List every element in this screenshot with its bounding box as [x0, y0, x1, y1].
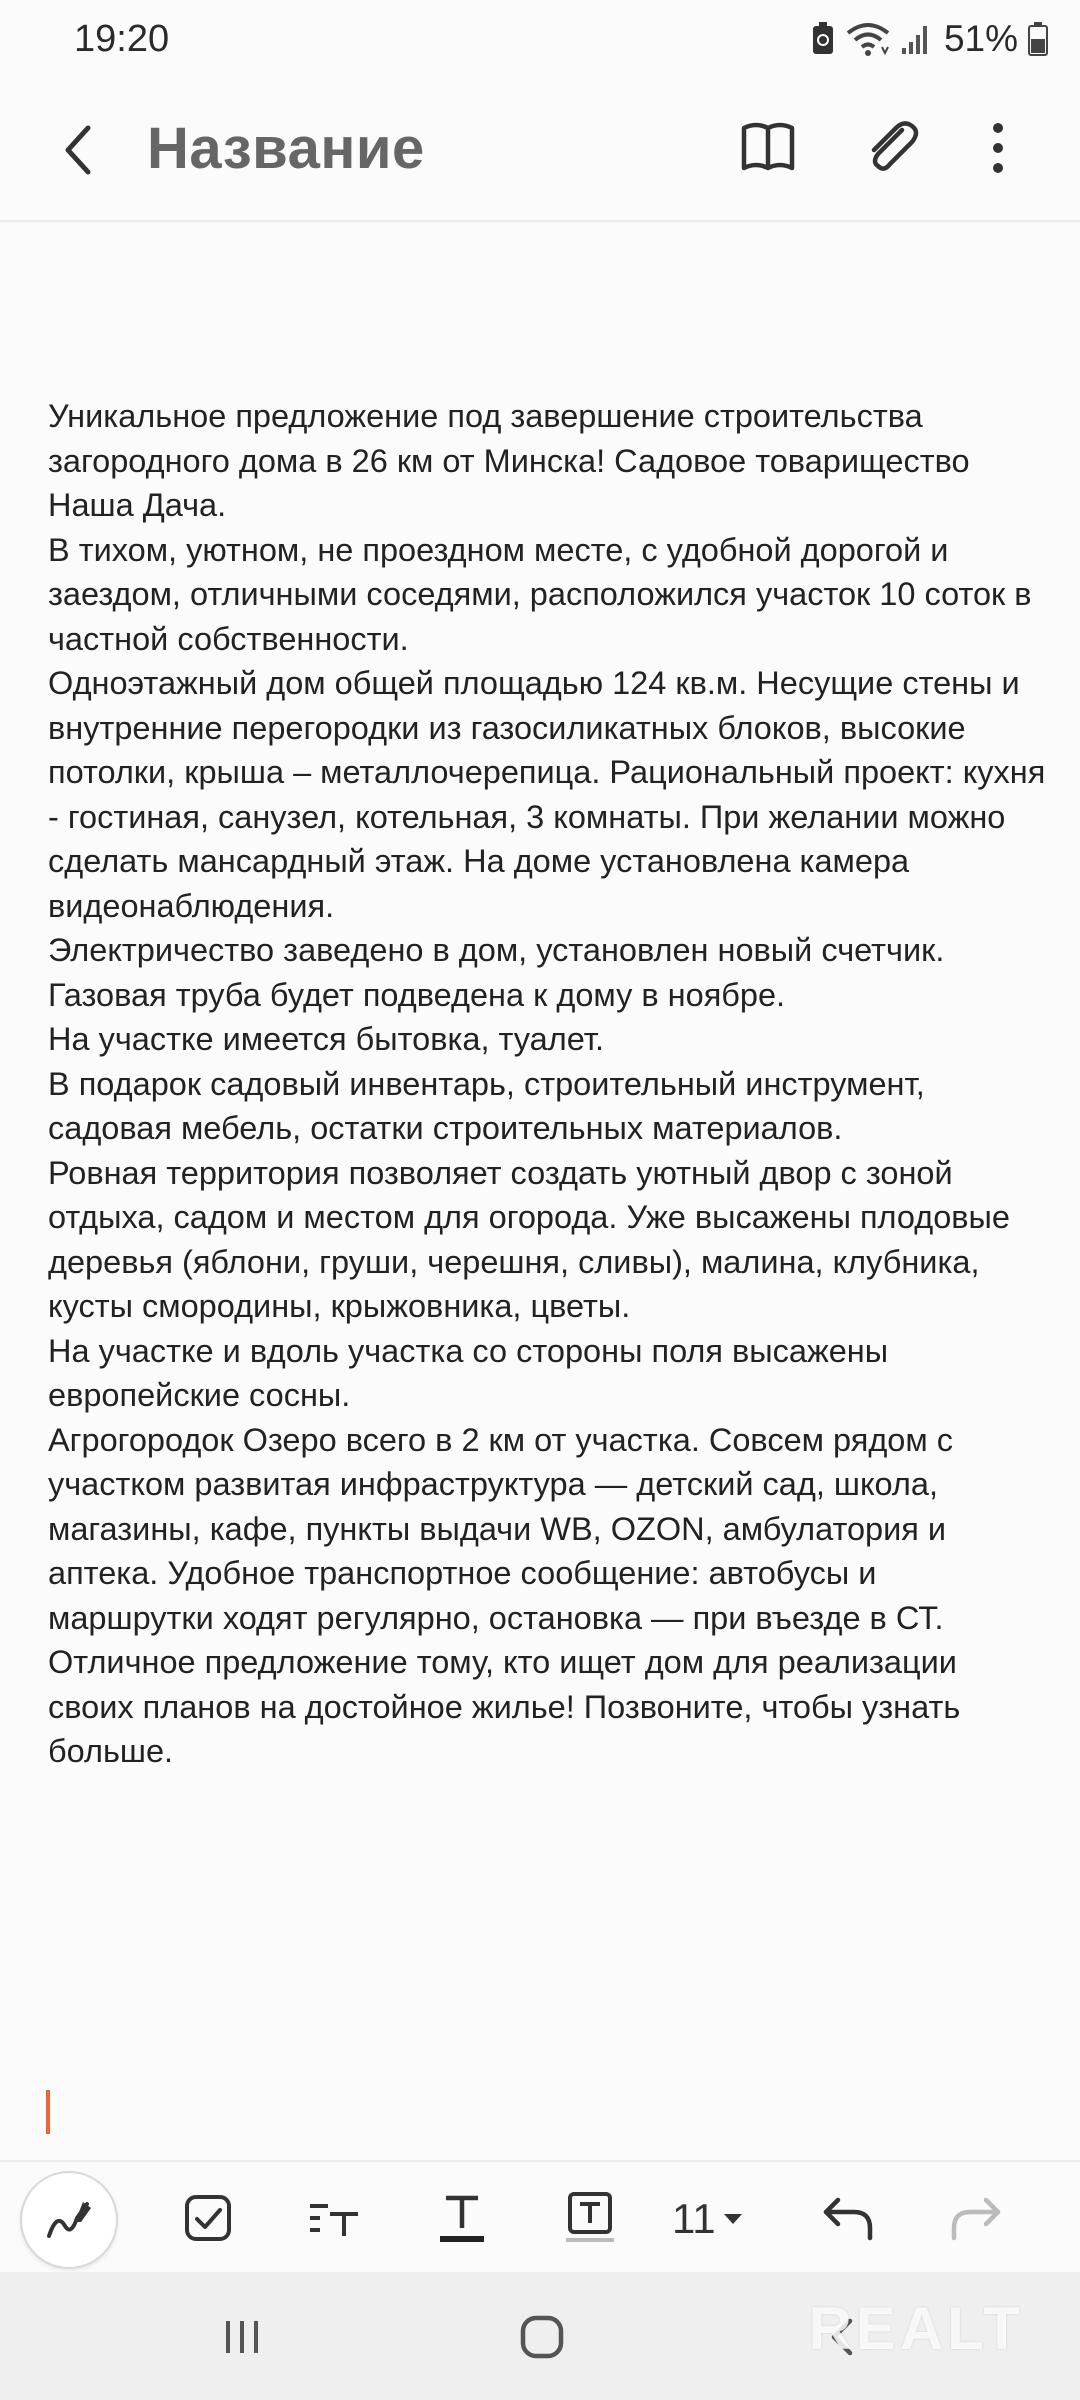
more-options-button[interactable]: [966, 116, 1030, 180]
recent-apps-button[interactable]: [202, 2302, 282, 2372]
status-bar: [0, 0, 1080, 80]
text-style-button[interactable]: [292, 2176, 376, 2260]
back-button[interactable]: [52, 120, 112, 180]
reading-mode-button[interactable]: [736, 116, 800, 180]
text-color-icon: [436, 2190, 488, 2246]
note-paragraph: Ровная территория позволяет создать уютный двор с зоной отдыха, садом и местом для огорода. Уже высажены плодовые деревья (яблони, груши, черешня, сливы), малина, клубника, кусты смородины, крыжовника, цветы.: [48, 1154, 1010, 1324]
note-toolbar: [0, 80, 1080, 222]
text-cursor: [46, 2090, 50, 2134]
handwriting-icon: [41, 2192, 97, 2248]
wifi-icon: [846, 21, 890, 57]
note-paragraph: Агрогородок Озеро всего в 2 км от участка. Совсем рядом с участком развитая инфраструктура — детский сад, школа, магазины, кафе, пункты выдачи WB, OZON, амбулатория и аптека. Удобное транспортное сообщение: автобусы и маршрутки ходят регулярно, остановка — при въезде в СТ.: [48, 1421, 954, 1636]
note-paragraph: На участке имеется бытовка, туалет.: [48, 1021, 605, 1057]
text-color-button[interactable]: [420, 2176, 504, 2260]
note-title[interactable]: Название: [147, 116, 425, 181]
book-icon: [736, 116, 800, 180]
signal-icon: [900, 22, 930, 56]
note-paragraph: Электричество заведено в дом, установлен новый счетчик. Газовая труба будет подведена к дому в ноябре.: [48, 932, 945, 1013]
battery-icon: [1028, 22, 1048, 56]
note-paragraph: На участке и вдоль участка со стороны поля высажены европейские сосны.: [48, 1332, 889, 1413]
note-paragraph: В тихом, уютном, не проездном месте, с удобной дорогой и заездом, отличными соседями, расположился участок 10 соток в частной собственности.: [48, 531, 1032, 657]
recent-apps-icon: [220, 2315, 264, 2359]
text-background-button[interactable]: [548, 2176, 632, 2260]
battery-percentage: 51%: [943, 18, 1018, 59]
font-size-value: 11: [672, 2195, 716, 2242]
redo-button[interactable]: [934, 2176, 1018, 2260]
checkbox-button[interactable]: [166, 2176, 250, 2260]
note-paragraph: Уникальное предложение под завершение строительства загородного дома в 26 км от Минска! Садовое товарищество Наша Дача.: [48, 398, 970, 523]
battery-saver-icon: [810, 22, 836, 56]
watermark: REALT: [808, 2295, 1024, 2362]
checkbox-icon: [182, 2192, 234, 2244]
note-paragraph: Одноэтажный дом общей площадью 124 кв.м. Несущие стены и внутренние перегородки из газосиликатных блоков, высокие потолки, крыша – металлочерепица. Рациональный проект: кухня - гостиная, санузел, котельная, 3 комнаты. При желании можно сделать мансардный этаж. На доме установлена камера видеонаблюдения.: [48, 665, 1046, 924]
text-style-icon: [306, 2192, 362, 2244]
note-paragraph: В подарок садовый инвентарь, строительный инструмент, садовая мебель, остатки строительных материалов.: [48, 1065, 925, 1146]
redo-icon: [948, 2192, 1004, 2244]
undo-button[interactable]: [806, 2176, 890, 2260]
font-size-selector[interactable]: [672, 2184, 744, 2254]
text-background-icon: [564, 2190, 616, 2246]
back-icon: [52, 120, 112, 180]
attach-button[interactable]: [860, 116, 924, 180]
handwriting-button[interactable]: [20, 2171, 118, 2269]
dropdown-arrow-icon: [722, 2212, 744, 2226]
status-icons: [810, 16, 1048, 62]
note-paragraph: Отличное предложение тому, кто ищет дом для реализации своих планов на достойное жилье! Позвоните, чтобы узнать больше.: [48, 1644, 961, 1769]
navigation-bar: [0, 2272, 1080, 2400]
more-icon: [966, 116, 1030, 180]
status-time: 19:20: [74, 18, 170, 60]
attach-icon: [860, 116, 924, 180]
undo-icon: [820, 2192, 876, 2244]
home-button[interactable]: [502, 2302, 582, 2372]
home-icon: [518, 2313, 566, 2361]
note-body[interactable]: [48, 394, 1048, 1774]
format-toolbar: [0, 2160, 1080, 2274]
